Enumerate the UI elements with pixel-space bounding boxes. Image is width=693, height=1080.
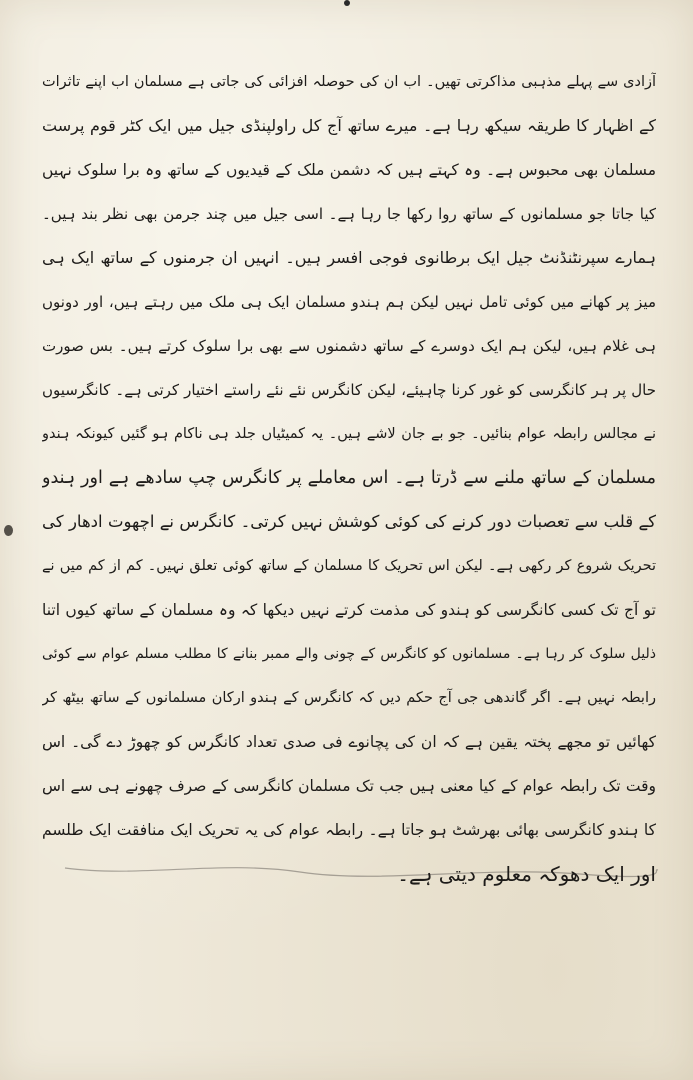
text-line-1: آزادی سے پہلے مذہبی مذاکرتی تھیں۔ اب ان کی حوصلہ افزائی کی جاتی ہے مسلمان اب اپنے تاثرات: [42, 74, 656, 90]
text-line-9: نے مجالس رابطہ عوام بنائیں۔ جو بے جان لاشے ہیں۔ یہ کمیٹیاں جلد ہی ناکام ہو گئیں کیونکہ ہندو: [42, 426, 656, 442]
text-line-18: کا ہندو کانگرسی بھائی بھرشٹ ہو جاتا ہے۔ رابطہ عوام کی یہ تحریک ایک منافقت ایک طلسم: [42, 821, 656, 839]
text-line-16: کھائیں تو مجھے پختہ یقین ہے کہ ان کی پچانوے فی صدی تعداد کانگرس کو چھوڑ دے گی۔ اس: [42, 733, 656, 751]
text-line-15: رابطہ نہیں ہے۔ اگر گاندھی جی آج حکم دیں کہ کانگرس کے ہندو ارکان مسلمانوں کے ساتھ بیٹھ کر: [42, 690, 656, 706]
text-line-13: تو آج تک کسی کانگرسی کو ہندو کی مذمت کرتے نہیں دیکھا کہ وہ مسلمان کے ساتھ کیوں اتنا: [42, 601, 656, 619]
text-line-5: ہمارے سپرنٹنڈنٹ جیل ایک برطانوی فوجی افسر ہیں۔ انہیں ان جرمنوں کے ساتھ ایک ہی: [42, 248, 656, 267]
text-line-17: وقت تک رابطہ عوام کے کیا معنی ہیں جب تک مسلمان کانگرسی کے صرف چھونے ہی سے اس: [42, 777, 656, 795]
text-line-4: کیا جاتا جو مسلمانوں کے ساتھ روا رکھا جا رہا ہے۔ اسی جیل میں چند جرمن بھی نظر بند ہیں۔: [42, 205, 656, 223]
text-line-6: میز پر کھانے میں کوئی تامل نہیں لیکن ہم ہندو مسلمان ایک ہی ملک میں رہتے ہیں، اور دونوں: [42, 293, 656, 311]
text-line-12: تحریک شروع کر رکھی ہے۔ لیکن اس تحریک کا مسلمان کے ساتھ کوئی تعلق نہیں۔ کم از کم میں نے: [42, 558, 656, 574]
text-line-8: حال پر ہر کانگرسی کو غور کرنا چاہیئے، لیکن کانگرس نئے نئے راستے اختیار کرتی ہے۔ کانگرسیوں: [42, 381, 656, 399]
text-line-11: کے قلب سے تعصبات دور کرنے کی کوئی کوشش نہیں کرتی۔ کانگرس نے اچھوت ادھار کی: [42, 512, 656, 531]
ink-dot-mark: [344, 0, 350, 6]
text-line-14: ذلیل سلوک کر رہا ہے۔ مسلمانوں کو کانگرس کے چونی والے ممبر بنانے کا مطلب مسلم عوام سے کوئی: [42, 646, 656, 662]
urdu-text-block: [42, 60, 656, 896]
text-line-10: مسلمان کے ساتھ ملنے سے ڈرتا ہے۔ اس معاملے پر کانگرس چپ سادھے ہے اور ہندو: [42, 468, 656, 488]
text-line-2: کے اظہار کا طریقہ سیکھ رہا ہے۔ میرے ساتھ آج کل راولپنڈی جیل میں ایک کٹر قوم پرست: [42, 116, 656, 135]
text-line-3: مسلمان بھی محبوس ہے۔ وہ کہتے ہیں کہ دشمن ملک کے قیدیوں کے ساتھ وہ برا سلوک نہیں: [42, 161, 656, 179]
text-line-7: ہی غلام ہیں، لیکن ہم ایک دوسرے کے ساتھ دشمنوں سے بھی برا سلوک کرتے ہیں۔ بس صورت: [42, 337, 656, 355]
binding-hole: [4, 525, 13, 536]
text-line-19: اور ایک دھوکہ معلوم دیتی ہے۔: [397, 862, 656, 886]
